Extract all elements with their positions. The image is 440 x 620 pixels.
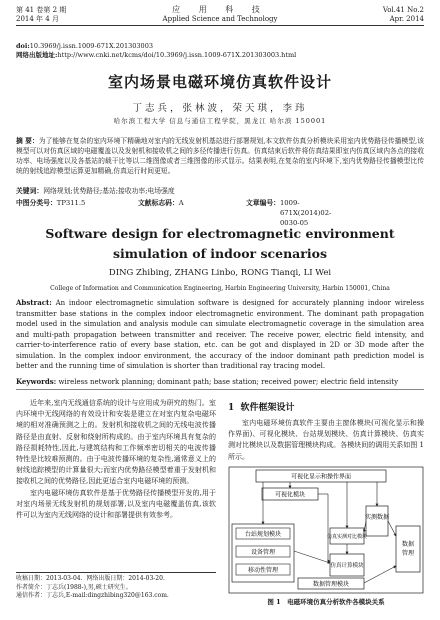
authors-en: DING Zhibing, ZHANG Linbo, RONG Tianqi, LI Wei [108,268,332,278]
section-number: 1 [228,403,235,413]
doc-code-value: A [178,199,184,207]
section-title: 软件框架设计 [240,403,295,413]
corresponding-author: 通信作者：丁志兵,E-mail:dingzhibing320@163.com. [16,592,169,599]
clc-label: 中图分类号： [16,199,57,207]
authors-cn: 丁志兵，张林波，荣天琪，李玮 [132,103,308,114]
module-diagram [228,466,424,596]
date-cn: 2014 年 4 月 [16,15,59,23]
intro-paragraph-2: 室内电磁环境仿真软件是基于优势路径传播模型开发的,用于对室内场景无线发射机的规划部署,以及室内电磁覆盖仿真,该软件可以为室内无线网络的设计和部署提供有效参考。 [16,488,216,520]
volume-en: Vol.41 No.2 [382,6,424,14]
abstract-label-en: Abstract: [16,298,52,307]
data-mgmt-label: 数据管理模块 [312,581,350,588]
online-url[interactable]: http://www.cnki.net/kcms/doi/10.3969/j.issn.1009-671X.201303003.html [57,51,297,59]
affiliation-en: College of Information and Communication Engineering, Harbin Engineering University, Harbin 150001, China [50,285,390,292]
measure-label-line: 实测数据 [364,514,390,521]
right-data-box [396,526,420,572]
doi-block [16,42,296,60]
abstract-text-cn: 为了能够在复杂的室内环境下精确地对室内的无线发射机基站进行部署规划,本文软件仿真分析模块采用室内优势路径传播模型,该模型可以对仿真区域的电磁覆盖以及发射机和接收机之间的多径传播进行仿真。仿真结束后软件将仿真结果即室内仿真区域内各点的接收功率、电场强度以及各基站的载干比等以二维图像或者三维图像的形式显示。结果表明,在复杂的室内环境下,室内优势路径传播模型比传统的射线追踪模型运算更加精确,仿真运行时间更短。 [16,137,424,175]
keywords-cn [16,186,424,196]
volume-cn: 第 41 卷第 2 期 [16,6,67,14]
header-right [383,6,424,24]
keywords-en [16,377,424,388]
right-data-label-b: 管理 [401,550,415,557]
ui-box-label: 可视化显示和操作界面 [290,473,352,481]
abstract-en [16,298,424,372]
measure-box-label [365,513,389,521]
title-cn: 室内场景电磁环境仿真软件设计 [107,73,332,91]
doi-label: doi: [16,42,30,50]
keywords-text-cn: 网络规划;优势路径;基站;接收功率;电场强度 [43,187,175,195]
keywords-label-cn: 关键词： [16,187,44,195]
received-date: 收稿日期：2013-03-04. [16,575,83,582]
article-id-label: 文章编号： [246,199,280,207]
doi-value[interactable]: 10.3969/j.issn.1009-671X.201303003 [29,42,153,50]
author-bio: 作者简介：丁志兵(1988-),男,硕士研究生。 [16,583,132,591]
device-box-label: 设备管理 [250,549,276,556]
title-en-line2: simulation of indoor scenarios [112,246,327,261]
doc-code-label: 文献标志码： [138,199,179,207]
title-en-line1: Software design for electromagnetic environment [45,226,395,241]
abstract-cn [16,136,424,176]
mobile-box-label: 移动性管理 [247,567,279,574]
body-left-column [16,398,216,521]
keywords-text-en: wireless network planning; dominant path; base station; received power; electric field intensity [58,378,399,386]
running-header [16,4,424,26]
title-en [0,224,440,264]
intro-paragraph-1: 近年来,室内无线通信系统的设计与应用成为研究的热门。室内环境中无线网络的有效设计和安装是建立在对室内复杂电磁环境的相对准确预测之上的。发射机和接收机之间的无线电波传播路径是由直射、反射和绕射所构成的。由于室内环境具有复杂的路径损耗特性,因此,与建筑结构和工作频率密切相关的电波传播特性是比较难预测的。由于电波传播环境的复杂性,通常意义上的射线追踪模型的计算量很大;而室内优势路径模型着重于发射机和接收机之间的优势路径,因此更适合室内电磁环境的预测。 [16,399,216,486]
abstract-label-cn: 摘 要： [16,137,39,145]
journal-name-cn: 应 用 科 技 [172,5,268,14]
body-right-column [228,418,424,463]
clc-value: TP311.5 [56,199,86,207]
section-heading [228,400,295,413]
right-data-label-a: 数据 [401,541,415,548]
article-id-value: 1009-671X(2014)02-0030-05 [279,199,332,227]
site-box-label: 台站规划模块 [244,531,282,538]
journal-name-en: Applied Science and Technology [162,15,278,23]
figure-caption: 图 1 电磁环境仿真分析软件各模块关系 [267,598,385,606]
section-divider [16,389,424,390]
keywords-label-en: Keywords: [16,377,57,386]
compare-box-label: 仿真实测对比模块 [326,534,368,540]
date-en: Apr. 2014 [389,15,424,23]
section-paragraph-1: 室内电磁环境仿真软件主要由主窗体模块(可视化显示和操作界面)、可视化模块、台站规划模块、仿真计算模块、仿真实测对比模块以及数据管理模块构成。各模块间的调用关系如图 1 所示。 [228,419,424,461]
abstract-text-en: An indoor electromagnetic simulation software is designed for accurately planning indoor wireless transmitter base stations in the complex indoor electromagnetic environment. The dominant path propagation model used in the simulation and analysis module can simulate electromagnetic coverage in the simulation area and multi-path propagation between transmitter and receiver. The receive power, electric field intensity, and carrier-to-interference ratio of every base station, etc. can be got and displayed in 2D or 3D mode after the simulation. In the complex indoor environment, the accuracy of the indoor dominant path prediction model is better and the running time of simulation is shorter than traditional ray tracing model. [16,299,424,370]
footnote-block [16,572,216,601]
compute-box-label: 仿真计算模块 [330,563,364,569]
affiliation-cn: 哈尔滨工程大学 信息与通信工程学院，黑龙江 哈尔滨 150001 [113,117,327,125]
vis-box-label: 可视化模块 [274,491,306,499]
module-diagram-figure [228,466,424,604]
online-date: 网络出版日期：2014-03-20. [86,575,165,582]
online-label: 网络出版地址: [16,51,58,59]
measure-box [366,506,388,536]
